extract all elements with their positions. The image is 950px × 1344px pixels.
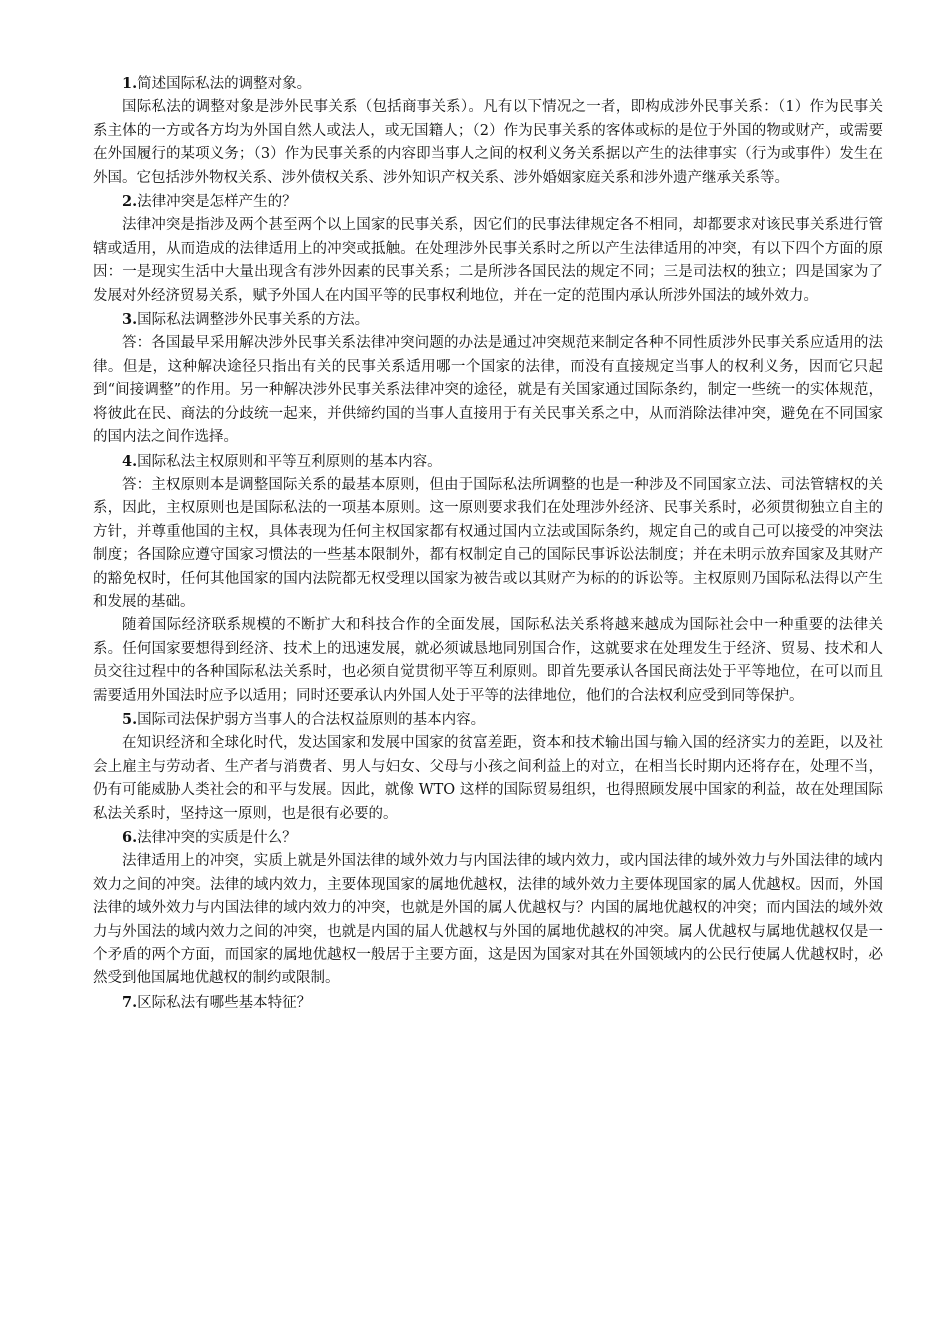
question-number: 7.: [122, 993, 138, 1011]
question-number: 2.: [122, 193, 138, 211]
question-heading: [93, 991, 883, 1015]
answer-paragraph: 随着国际经济联系规模的不断扩大和科技合作的全面发展，国际私法关系将越来越成为国际社会中一种重要的法律关系。任何国家要想得到经济、技术上的迅速发展，就必须诚恳地同别国合作，这就要求在处理发生于经济、贸易、技术和人员交往过程中的各种国际私法关系时，也必须自觉贯彻平等互利原则。即首先要承认各国民商法处于平等地位，在可以而且需要适用外国法时应予以适用；同时还要承认内外国人处于平等的法律地位，他们的合法权利应受到同等保护。: [93, 617, 883, 704]
question-number: 4.: [122, 452, 138, 470]
question-text: 国际私法调整涉外民事关系的方法。: [137, 312, 370, 329]
question-heading: [93, 450, 883, 474]
question-text: 国际司法保护弱方当事人的合法权益原则的基本内容。: [137, 711, 486, 728]
document-body: [93, 72, 883, 1015]
question-heading: [93, 708, 883, 732]
question-heading: [93, 308, 883, 332]
question-number: 1.: [122, 75, 138, 92]
answer-paragraph: 答：各国最早采用解决涉外民事关系法律冲突问题的办法是通过冲突规范来制定各种不同性质涉外民事关系应适用的法律。但是，这种解决途径只指出有关的民事关系适用哪一个国家的法律，而没有直接规定当事人的权利义务，因而它只起到“间接调整”的作用。另一种解决涉外民事关系法律冲突的途径，就是有关国家通过国际条约，制定一些统一的实体规范，将彼此在民、商法的分歧统一起来，并供缔约国的当事人直接用于有关民事关系之中，从而消除法律冲突，避免在不同国家的国内法之间作选择。: [93, 335, 883, 446]
answer-paragraph: 在知识经济和全球化时代，发达国家和发展中国家的贫富差距，资本和技术输出国与输入国的经济实力的差距，以及社会上雇主与劳动者、生产者与消费者、男人与妇女、父母与小孩之间利益上的对立，在相当长时期内还将存在，处理不当，仍有可能威胁人类社会的和平与发展。因此，就像 WTO 这样的国际贸易组织，也得照顾发展中国家的利益，故在处理国际私法关系时，坚持这一原则，也是很有必要的。: [93, 735, 883, 822]
question-text: 法律冲突是怎样产生的？: [137, 194, 297, 211]
question-number: 5.: [122, 710, 138, 728]
question-text: 简述国际私法的调整对象。: [137, 76, 312, 92]
question-text: 法律冲突的实质是什么？: [137, 830, 297, 846]
question-heading: [93, 826, 883, 850]
question-number: 3.: [122, 311, 138, 329]
answer-paragraph: 法律适用上的冲突，实质上就是外国法律的域外效力与内国法律的域内效力，或内国法律的域外效力与外国法律的域内效力之间的冲突。法律的域内效力，主要体现国家的属地优越权，法律的域外效力主要体现国家的属人优越权。因而，外国法律的域外效力与内国法律的域内效力的冲突，也就是外国的属人优越权与？内国的属地优越权的冲突；而内国法的域外效力与外国法的域内效力之间的冲突，也就是内国的届人优越权与外国的属地优越权的冲突。属人优越权与属地优越权仅是一个矛盾的两个方面，而国家的属地优越权一般居于主要方面，这是因为国家对其在外国领域内的公民行使属人优越权时，必然受到他国属地优越权的制约或限制。: [93, 853, 883, 987]
question-number: 6.: [122, 829, 138, 846]
question-heading: [93, 190, 883, 214]
answer-paragraph: 法律冲突是指涉及两个甚至两个以上国家的民事关系，因它们的民事法律规定各不相同，却都要求对该民事关系进行管辖或适用，从而造成的法律适用上的冲突或抵触。在处理涉外民事关系时之所以产生法律适用的冲突，有以下四个方面的原因：一是现实生活中大量出现含有涉外因素的民事关系；二是所涉各国民法的规定不同；三是司法权的独立；四是国家为了发展对外经济贸易关系，赋予外国人在内国平等的民事权利地位，并在一定的范围内承认所涉外国法的域外效力。: [93, 217, 883, 304]
answer-paragraph: 答：主权原则本是调整国际关系的最基本原则，但由于国际私法所调整的也是一种涉及不同国家立法、司法管辖权的关系，因此，主权原则也是国际私法的一项基本原则。这一原则要求我们在处理涉外经济、民事关系时，必须贯彻独立自主的方针，并尊重他国的主权，具体表现为任何主权国家都有权通过国内立法或国际条约，规定自己的或自己可以接受的冲突法制度；各国除应遵守国家习惯法的一些基本限制外，都有权制定自己的国际民事诉讼法制度；并在未明示放弃国家及其财产的豁免权时，任何其他国家的国内法院都无权受理以国家为被告或以其财产为标的的诉讼等。主权原则乃国际私法得以产生和发展的基础。: [93, 476, 883, 610]
answer-paragraph: 国际私法的调整对象是涉外民事关系（包括商事关系）。凡有以下情况之一者，即构成涉外民事关系：（1）作为民事关系主体的一方或各方均为外国自然人或法人，或无国籍人；（2）作为民事关系的客体或标的是位于外国的物或财产，或需要在外国履行的某项义务；（3）作为民事关系的内容即当事人之间的权利义务关系据以产生的法律事实（行为或事件）发生在外国。它包括涉外物权关系、涉外债权关系、涉外知识产权关系、涉外婚姻家庭关系和涉外遗产继承关系等。: [93, 99, 883, 186]
question-heading: [93, 72, 883, 96]
question-text: 区际私法有哪些基本特征？: [137, 994, 312, 1011]
question-text: 国际私法主权原则和平等互利原则的基本内容。: [137, 453, 442, 470]
